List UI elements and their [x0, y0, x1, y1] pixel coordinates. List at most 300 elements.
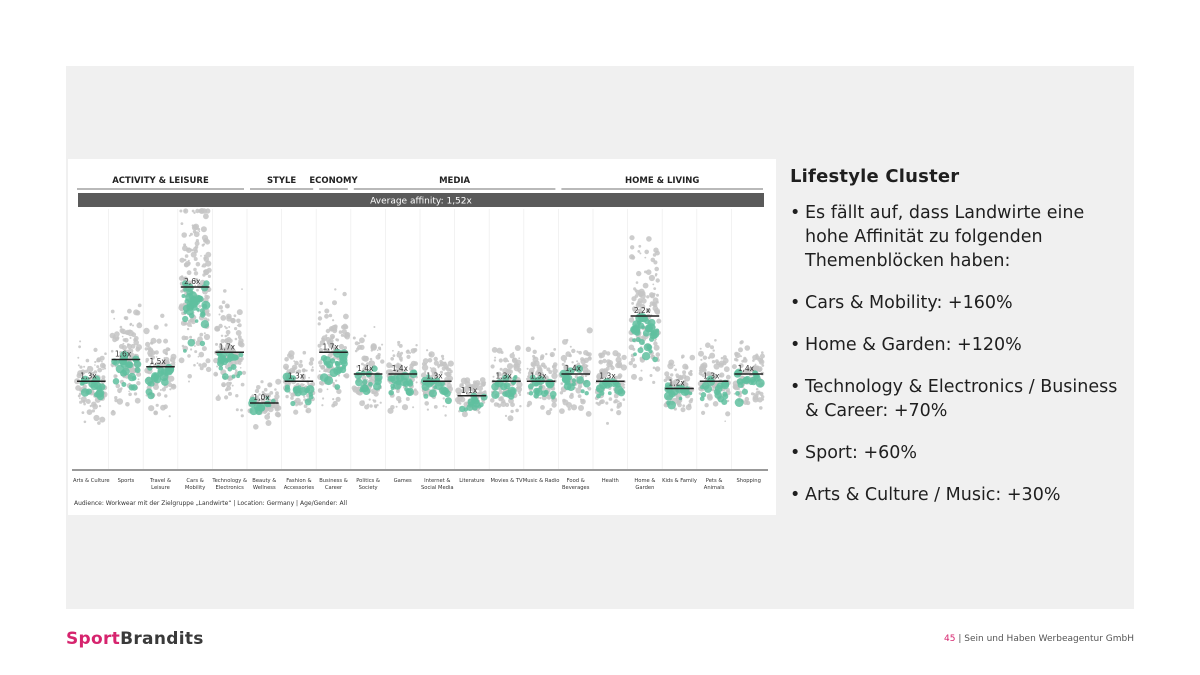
- background-dot: [83, 403, 86, 406]
- background-dot: [571, 349, 575, 353]
- background-dot: [193, 364, 196, 367]
- background-dot: [256, 385, 261, 390]
- background-dot: [724, 366, 730, 372]
- background-dot: [318, 388, 323, 393]
- background-dot: [78, 345, 81, 348]
- audience-dot: [500, 383, 507, 390]
- audience-dot: [642, 317, 647, 322]
- background-dot: [699, 372, 703, 376]
- audience-dot: [203, 280, 209, 286]
- background-dot: [710, 345, 714, 349]
- background-dot: [492, 347, 498, 353]
- affinity-label-9: 1,4x: [391, 364, 409, 373]
- background-dot: [189, 248, 191, 250]
- background-dot: [99, 417, 105, 423]
- background-dot: [755, 354, 758, 357]
- background-dot: [238, 323, 242, 327]
- category-label-14: Food &: [566, 478, 585, 484]
- affinity-label-10: 1,3x: [426, 371, 443, 381]
- background-dot: [713, 349, 715, 351]
- background-dot: [553, 348, 556, 351]
- background-dot: [397, 344, 399, 346]
- background-dot: [491, 364, 495, 368]
- audience-dot: [222, 373, 229, 380]
- background-dot: [154, 325, 159, 330]
- background-dot: [222, 300, 226, 304]
- affinity-label-13: 1,3x: [530, 371, 547, 381]
- background-dot: [703, 356, 707, 360]
- bullet-cars: • Cars & Mobility: +160%: [790, 291, 1120, 315]
- background-dot: [621, 355, 626, 360]
- background-dot: [143, 328, 149, 334]
- background-dot: [213, 372, 218, 377]
- category-label-19: Shopping: [736, 478, 761, 484]
- category-label-6: Accessories: [283, 485, 315, 491]
- background-dot: [631, 256, 635, 260]
- background-dot: [96, 365, 99, 368]
- background-dot: [464, 379, 467, 382]
- background-dot: [578, 405, 584, 411]
- background-dot: [369, 399, 371, 401]
- background-dot: [236, 330, 242, 336]
- background-dot: [190, 249, 193, 252]
- background-dot: [102, 368, 104, 370]
- background-dot: [428, 351, 434, 357]
- audience-dot: [641, 325, 645, 329]
- audience-dot: [645, 325, 652, 332]
- background-dot: [201, 265, 203, 267]
- background-dot: [220, 310, 223, 313]
- background-dot: [179, 357, 185, 363]
- background-dot: [135, 398, 141, 404]
- background-dot: [169, 415, 171, 417]
- affinity-chart: [68, 159, 776, 515]
- background-dot: [154, 352, 156, 354]
- background-dot: [653, 287, 656, 290]
- background-dot: [396, 406, 398, 408]
- audience-dot: [679, 397, 683, 401]
- audience-dot: [151, 372, 159, 380]
- background-dot: [306, 408, 312, 414]
- audience-dot: [86, 389, 92, 395]
- background-dot: [619, 376, 621, 378]
- background-dot: [712, 360, 715, 363]
- background-dot: [369, 361, 371, 363]
- background-dot: [690, 370, 692, 372]
- background-dot: [321, 365, 325, 369]
- background-dot: [681, 407, 686, 412]
- audience-dot: [444, 390, 451, 397]
- audience-dot: [722, 393, 728, 399]
- background-dot: [128, 393, 132, 397]
- background-dot: [656, 319, 661, 324]
- background-dot: [632, 348, 635, 351]
- background-dot: [344, 325, 348, 329]
- background-dot: [208, 290, 210, 292]
- background-dot: [226, 330, 231, 335]
- background-dot: [192, 225, 198, 231]
- background-dot: [726, 375, 731, 380]
- background-dot: [355, 350, 358, 353]
- background-dot: [171, 354, 177, 360]
- background-dot: [193, 268, 197, 272]
- background-dot: [115, 375, 118, 378]
- affinity-label-19: 1,4x: [737, 364, 755, 373]
- background-dot: [526, 378, 528, 380]
- background-dot: [276, 405, 281, 410]
- bullet-list: [790, 201, 1120, 507]
- background-dot: [406, 397, 410, 401]
- audience-dot: [514, 375, 518, 379]
- background-dot: [183, 243, 186, 246]
- background-dot: [92, 409, 95, 412]
- background-dot: [681, 355, 685, 359]
- background-dot: [616, 361, 622, 367]
- background-dot: [406, 355, 410, 359]
- audience-dot: [642, 352, 650, 360]
- background-dot: [577, 351, 579, 353]
- background-dot: [342, 292, 346, 296]
- background-dot: [559, 408, 565, 414]
- background-dot: [81, 396, 87, 402]
- background-dot: [540, 356, 544, 360]
- audience-dot: [305, 398, 312, 405]
- audience-dot: [508, 393, 515, 400]
- background-dot: [551, 373, 557, 379]
- background-dot: [616, 353, 621, 358]
- audience-dot: [599, 391, 604, 396]
- background-dot: [238, 362, 241, 365]
- background-dot: [199, 333, 203, 337]
- background-dot: [434, 405, 438, 409]
- background-dot: [700, 348, 702, 350]
- background-dot: [253, 424, 259, 430]
- category-label-2: Travel &: [149, 478, 172, 484]
- background-dot: [707, 393, 713, 399]
- audience-dot: [615, 382, 619, 386]
- background-dot: [167, 348, 170, 351]
- background-dot: [112, 365, 114, 367]
- background-dot: [596, 382, 598, 384]
- background-dot: [619, 402, 622, 405]
- category-label-16: Garden: [635, 485, 655, 491]
- background-dot: [704, 403, 708, 407]
- background-dot: [260, 380, 263, 383]
- background-dot: [396, 396, 401, 401]
- background-dot: [215, 343, 218, 346]
- audience-dot: [735, 398, 744, 407]
- affinity-label-15: 1,3x: [599, 371, 616, 381]
- background-dot: [310, 357, 315, 362]
- background-dot: [359, 345, 364, 350]
- background-dot: [162, 387, 166, 391]
- background-dot: [460, 397, 466, 403]
- background-dot: [518, 357, 520, 359]
- category-label-5: Beauty &: [252, 478, 277, 484]
- background-dot: [424, 392, 426, 394]
- category-label-14: Beverages: [561, 485, 590, 491]
- audience-dot: [721, 399, 727, 405]
- background-dot: [123, 338, 127, 342]
- background-dot: [104, 352, 107, 355]
- background-dot: [561, 382, 564, 385]
- audience-dot: [374, 378, 381, 385]
- background-dot: [605, 402, 608, 405]
- background-dot: [188, 381, 190, 383]
- footer-company: | Sein und Haben Werbeagentur GmbH: [955, 634, 1134, 644]
- category-label-8: Politics &: [356, 478, 380, 484]
- background-dot: [444, 414, 446, 416]
- background-dot: [423, 358, 429, 364]
- audience-dot: [534, 382, 538, 386]
- background-dot: [561, 355, 567, 361]
- audience-dot: [655, 329, 659, 333]
- chart-svg: [68, 159, 776, 515]
- background-dot: [187, 270, 192, 275]
- background-dot: [222, 384, 226, 388]
- background-dot: [578, 394, 582, 398]
- affinity-label-7: 1,7x: [322, 342, 339, 352]
- background-dot: [276, 413, 281, 418]
- background-dot: [343, 374, 346, 377]
- audience-dot: [551, 395, 555, 399]
- background-dot: [94, 361, 96, 363]
- background-dot: [181, 275, 184, 278]
- bullet-intro: • Es fällt auf, dass Landwirte eine hohe Affinität zu folgenden Themenblöcken haben:: [790, 201, 1120, 273]
- audience-dot: [201, 320, 209, 328]
- background-dot: [757, 358, 761, 362]
- background-dot: [633, 287, 636, 290]
- background-dot: [303, 396, 305, 398]
- background-dot: [223, 289, 227, 293]
- background-dot: [370, 358, 373, 361]
- audience-dot: [342, 365, 347, 370]
- bullet-arts: • Arts & Culture / Music: +30%: [790, 483, 1120, 507]
- affinity-label-6: 1,3x: [287, 371, 305, 381]
- background-dot: [164, 394, 167, 397]
- background-dot: [550, 352, 555, 357]
- audience-dot: [572, 382, 576, 386]
- background-dot: [503, 358, 508, 363]
- background-dot: [576, 360, 578, 362]
- background-dot: [364, 335, 367, 338]
- background-dot: [127, 309, 132, 314]
- background-dot: [562, 399, 566, 403]
- audience-dot: [147, 382, 151, 386]
- background-dot: [202, 244, 205, 247]
- audience-dot: [529, 391, 534, 396]
- background-dot: [290, 396, 294, 400]
- audience-dot: [406, 389, 412, 395]
- background-dot: [406, 350, 410, 354]
- background-dot: [308, 377, 310, 379]
- background-dot: [424, 401, 429, 406]
- audience-dot: [388, 376, 394, 382]
- background-dot: [205, 239, 210, 244]
- background-dot: [740, 340, 744, 344]
- background-dot: [653, 260, 657, 264]
- background-dot: [644, 271, 647, 274]
- background-dot: [335, 380, 337, 382]
- audience-dot: [290, 401, 295, 406]
- background-dot: [578, 351, 582, 355]
- background-dot: [240, 367, 242, 369]
- category-label-6: Fashion &: [286, 478, 312, 484]
- background-dot: [266, 420, 272, 426]
- background-dot: [113, 318, 115, 320]
- affinity-label-14: 1,4x: [564, 364, 582, 373]
- background-dot: [240, 357, 243, 360]
- background-dot: [723, 355, 727, 359]
- background-dot: [341, 334, 344, 337]
- audience-dot: [362, 379, 367, 384]
- background-dot: [443, 405, 445, 407]
- background-dot: [87, 409, 93, 415]
- background-dot: [188, 260, 190, 262]
- background-dot: [412, 406, 414, 408]
- affinity-label-8: 1,4x: [357, 364, 374, 373]
- background-dot: [336, 339, 339, 342]
- background-dot: [293, 410, 298, 415]
- background-dot: [180, 258, 185, 263]
- background-dot: [724, 420, 726, 422]
- background-dot: [134, 392, 137, 395]
- background-dot: [531, 361, 537, 367]
- background-dot: [274, 394, 279, 399]
- background-dot: [100, 363, 106, 369]
- background-dot: [114, 396, 117, 399]
- background-dot: [339, 344, 344, 349]
- audience-dot: [576, 376, 584, 384]
- background-dot: [531, 336, 535, 340]
- background-dot: [332, 319, 334, 321]
- background-dot: [216, 366, 218, 368]
- background-dot: [301, 401, 303, 403]
- background-dot: [156, 404, 159, 407]
- audience-dot: [201, 311, 206, 316]
- background-dot: [241, 383, 245, 387]
- background-dot: [380, 402, 382, 404]
- bullet-home: • Home & Garden: +120%: [790, 333, 1120, 357]
- background-dot: [610, 408, 613, 411]
- audience-dot: [335, 361, 339, 365]
- background-dot: [197, 228, 200, 231]
- background-dot: [571, 404, 577, 410]
- audience-dot: [632, 338, 636, 342]
- affinity-label-1: 1,6x: [114, 349, 132, 359]
- background-dot: [241, 414, 244, 417]
- background-dot: [684, 365, 688, 369]
- background-dot: [606, 422, 609, 425]
- background-dot: [462, 411, 468, 417]
- background-dot: [88, 366, 90, 368]
- background-dot: [219, 305, 223, 309]
- audience-dot: [445, 397, 452, 404]
- audience-dot: [361, 385, 369, 393]
- background-dot: [515, 409, 519, 413]
- background-dot: [630, 245, 634, 249]
- background-dot: [130, 323, 133, 326]
- background-dot: [482, 383, 485, 386]
- background-dot: [202, 346, 207, 351]
- background-dot: [652, 284, 654, 286]
- background-dot: [135, 310, 140, 315]
- background-dot: [520, 390, 522, 392]
- background-dot: [93, 415, 99, 421]
- background-dot: [94, 364, 96, 366]
- background-dot: [551, 402, 556, 407]
- background-dot: [656, 294, 659, 297]
- background-dot: [677, 403, 682, 408]
- background-dot: [376, 355, 381, 360]
- text-column: [790, 166, 1120, 525]
- audience-dot: [648, 349, 652, 353]
- background-dot: [148, 405, 154, 411]
- group-header-2: ECONOMY: [309, 176, 358, 186]
- background-dot: [393, 354, 396, 357]
- audience-dot: [183, 349, 187, 353]
- audience-dot: [735, 391, 740, 396]
- background-dot: [448, 361, 454, 367]
- background-dot: [674, 365, 676, 367]
- background-dot: [762, 398, 765, 401]
- background-dot: [540, 405, 545, 410]
- background-dot: [91, 402, 96, 407]
- audience-dot: [232, 374, 236, 378]
- background-dot: [633, 364, 637, 368]
- background-dot: [339, 330, 343, 334]
- background-dot: [653, 248, 658, 253]
- background-dot: [198, 363, 202, 367]
- background-dot: [674, 368, 677, 371]
- background-dot: [220, 315, 226, 321]
- audience-dot: [471, 399, 475, 403]
- background-dot: [284, 357, 289, 362]
- background-dot: [82, 411, 85, 414]
- affinity-label-17: 1,2x: [668, 378, 685, 388]
- audience-dot: [188, 339, 196, 347]
- background-dot: [682, 404, 685, 407]
- background-dot: [409, 363, 414, 368]
- background-dot: [653, 367, 656, 370]
- audience-dot: [583, 380, 591, 388]
- background-dot: [691, 389, 693, 391]
- background-dot: [494, 359, 496, 361]
- background-dot: [714, 363, 720, 369]
- background-dot: [318, 311, 321, 314]
- audience-dot: [608, 391, 612, 395]
- bullet-technology: • Technology & Electronics / Business & Career: +70%: [790, 375, 1120, 423]
- background-dot: [413, 348, 417, 352]
- background-dot: [204, 271, 209, 276]
- background-dot: [299, 360, 302, 363]
- audience-dot: [125, 361, 132, 368]
- background-dot: [160, 405, 166, 411]
- affinity-label-5: 1,0x: [253, 393, 270, 402]
- audience-dot: [700, 385, 704, 389]
- background-dot: [234, 327, 237, 330]
- background-dot: [355, 341, 359, 345]
- background-dot: [312, 366, 314, 368]
- background-dot: [587, 356, 591, 360]
- background-dot: [111, 350, 114, 353]
- background-dot: [377, 349, 379, 351]
- background-dot: [653, 253, 657, 257]
- background-dot: [602, 350, 607, 355]
- audience-dot: [429, 389, 437, 397]
- background-dot: [234, 314, 237, 317]
- background-dot: [294, 361, 299, 366]
